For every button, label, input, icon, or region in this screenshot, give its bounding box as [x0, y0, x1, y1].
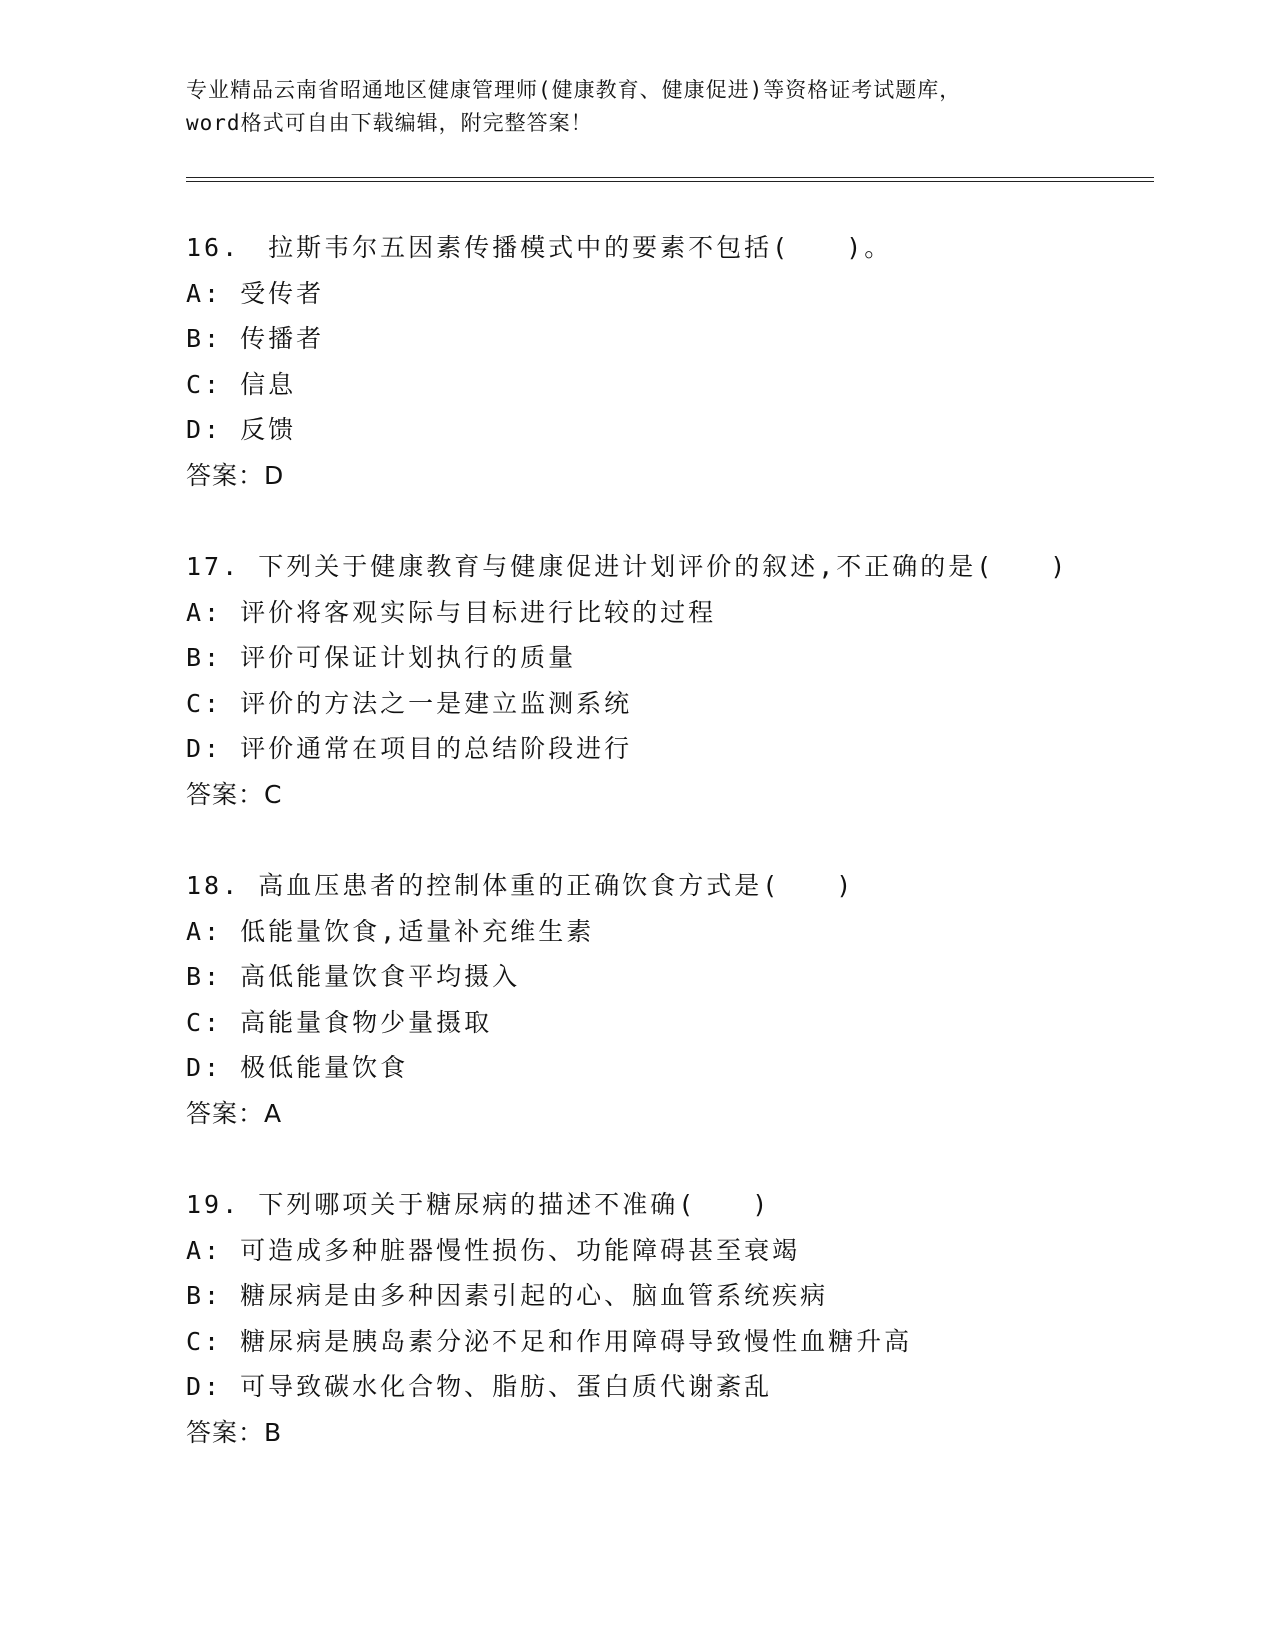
- answer: 答案：B: [186, 1417, 283, 1447]
- option-b: B: 糖尿病是由多种因素引起的心、脑血管系统疾病: [186, 1281, 829, 1310]
- option-b: B: 高低能量饮食平均摄入: [186, 962, 521, 991]
- question-16: [186, 225, 1166, 498]
- option-c: C: 评价的方法之一是建立监测系统: [186, 688, 633, 718]
- question-stem: 17. 下列关于健康教育与健康促进计划评价的叙述,不正确的是( ): [186, 552, 1069, 581]
- question-18: [186, 863, 1166, 1136]
- option-c: C: 糖尿病是胰岛素分泌不足和作用障碍导致慢性血糖升高: [186, 1326, 913, 1356]
- question-stem: 18. 高血压患者的控制体重的正确饮食方式是( ): [186, 871, 855, 900]
- option-b: B: 评价可保证计划执行的质量: [186, 643, 577, 672]
- answer: 答案：D: [186, 460, 285, 490]
- header-line-1: 专业精品云南省昭通地区健康管理师(健康教育、健康促进)等资格证考试题库，: [186, 78, 962, 102]
- option-d: D: 反馈: [186, 415, 297, 444]
- option-a: A: 可造成多种脏器慢性损伤、功能障碍甚至衰竭: [186, 1235, 801, 1265]
- header-line-2: word格式可自由下载编辑，附完整答案！: [186, 111, 593, 135]
- option-c: C: 信息: [186, 369, 297, 399]
- document-header: [186, 74, 1086, 140]
- answer: 答案：C: [186, 779, 283, 809]
- option-a: A: 低能量饮食,适量补充维生素: [186, 916, 595, 946]
- option-b: B: 传播者: [186, 324, 325, 353]
- option-a: A: 受传者: [186, 278, 325, 308]
- option-a: A: 评价将客观实际与目标进行比较的过程: [186, 597, 717, 627]
- question-stem: 16. 拉斯韦尔五因素传播模式中的要素不包括( )。: [186, 233, 893, 262]
- question-17: [186, 544, 1166, 817]
- option-c: C: 高能量食物少量摄取: [186, 1007, 493, 1037]
- question-stem: 19. 下列哪项关于糖尿病的描述不准确( ): [186, 1190, 771, 1219]
- option-d: D: 极低能量饮食: [186, 1053, 409, 1082]
- option-d: D: 评价通常在项目的总结阶段进行: [186, 734, 633, 763]
- option-d: D: 可导致碳水化合物、脂肪、蛋白质代谢紊乱: [186, 1372, 773, 1401]
- header-divider: [186, 177, 1154, 182]
- question-19: [186, 1182, 1166, 1455]
- answer: 答案：A: [186, 1098, 283, 1128]
